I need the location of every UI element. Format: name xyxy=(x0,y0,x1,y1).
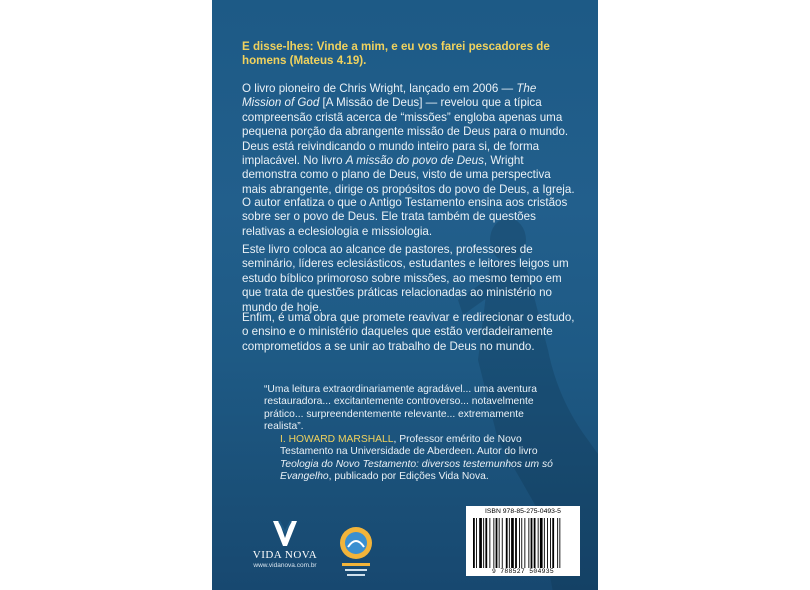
paragraph-1: O livro pioneiro de Chris Wright, lançado em 2006 — The Mission of God [A Missão de Deus] — revelou que a típica compreensão cristã acerca de “missões” engloba apenas uma pequena porção da abrangente missão de Deus para o mundo. Deus está reivindicando o mundo inteiro para si, de forma implacável. No livro A missão do povo de Deus, Wright demonstra como o plano de Deus, visto de uma perspectiva mais abrangente, dirige os propósitos do povo de Deus, a Igreja. xyxy=(242,82,575,196)
tagline: E disse-lhes: Vinde a mim, e eu vos farei pescadores de homens (Mateus 4.19). xyxy=(242,40,550,68)
publisher-logo xyxy=(242,518,328,578)
isbn-barcode-block xyxy=(466,506,580,576)
isbn-number: ISBN 978-85-275-0493-5 xyxy=(485,508,561,515)
endorsement-attribution: I. HOWARD MARSHALL, Professor emérito de Novo Testamento na Universidade de Aberdeen. Autor do livro Teologia do Novo Testamento: diversos testemunhos um só Evangelho, publicado por Edições Vida Nova. xyxy=(280,434,553,482)
paragraph-2: O autor enfatiza o que o Antigo Testamento ensina aos cristãos sobre ser o povo de Deus. Ele trata também de questões relativas a eclesiologia e missiologia. xyxy=(242,196,568,238)
publisher-name: VIDA NOVA xyxy=(252,549,318,561)
barcode-icon xyxy=(473,518,573,568)
paragraph-3: Este livro coloca ao alcance de pastores, professores de seminário, líderes eclesiásticos, estudantes e leitores leigos um estudo bíblico primoroso sobre missões, ao mesmo tempo em que trata de questões práticas relacionadas ao ministério no mundo de hoje. xyxy=(242,243,569,314)
vida-nova-logo-icon xyxy=(270,518,300,548)
barcode-digits: 9 788527 504935 xyxy=(491,568,555,575)
back-cover xyxy=(212,0,598,590)
paragraph-4: Enfim, é uma obra que promete reavivar e redirecionar o estudo, o ensino e o ministério daqueles que estão verdadeiramente comprometidos a se unir ao trabalho de Deus no mundo. xyxy=(242,311,575,353)
endorsement-quote: “Uma leitura extraordinariamente agradável... uma aventura restauradora... excitantemente controverso... notavelmente prático... surpreendentemente relevante... extremamente realista”. xyxy=(264,384,538,432)
endorser-name: I. HOWARD MARSHALL xyxy=(280,434,394,445)
publisher-url: www.vidanova.com.br xyxy=(253,562,317,569)
seal-icon xyxy=(338,525,374,583)
award-seal xyxy=(338,525,374,583)
